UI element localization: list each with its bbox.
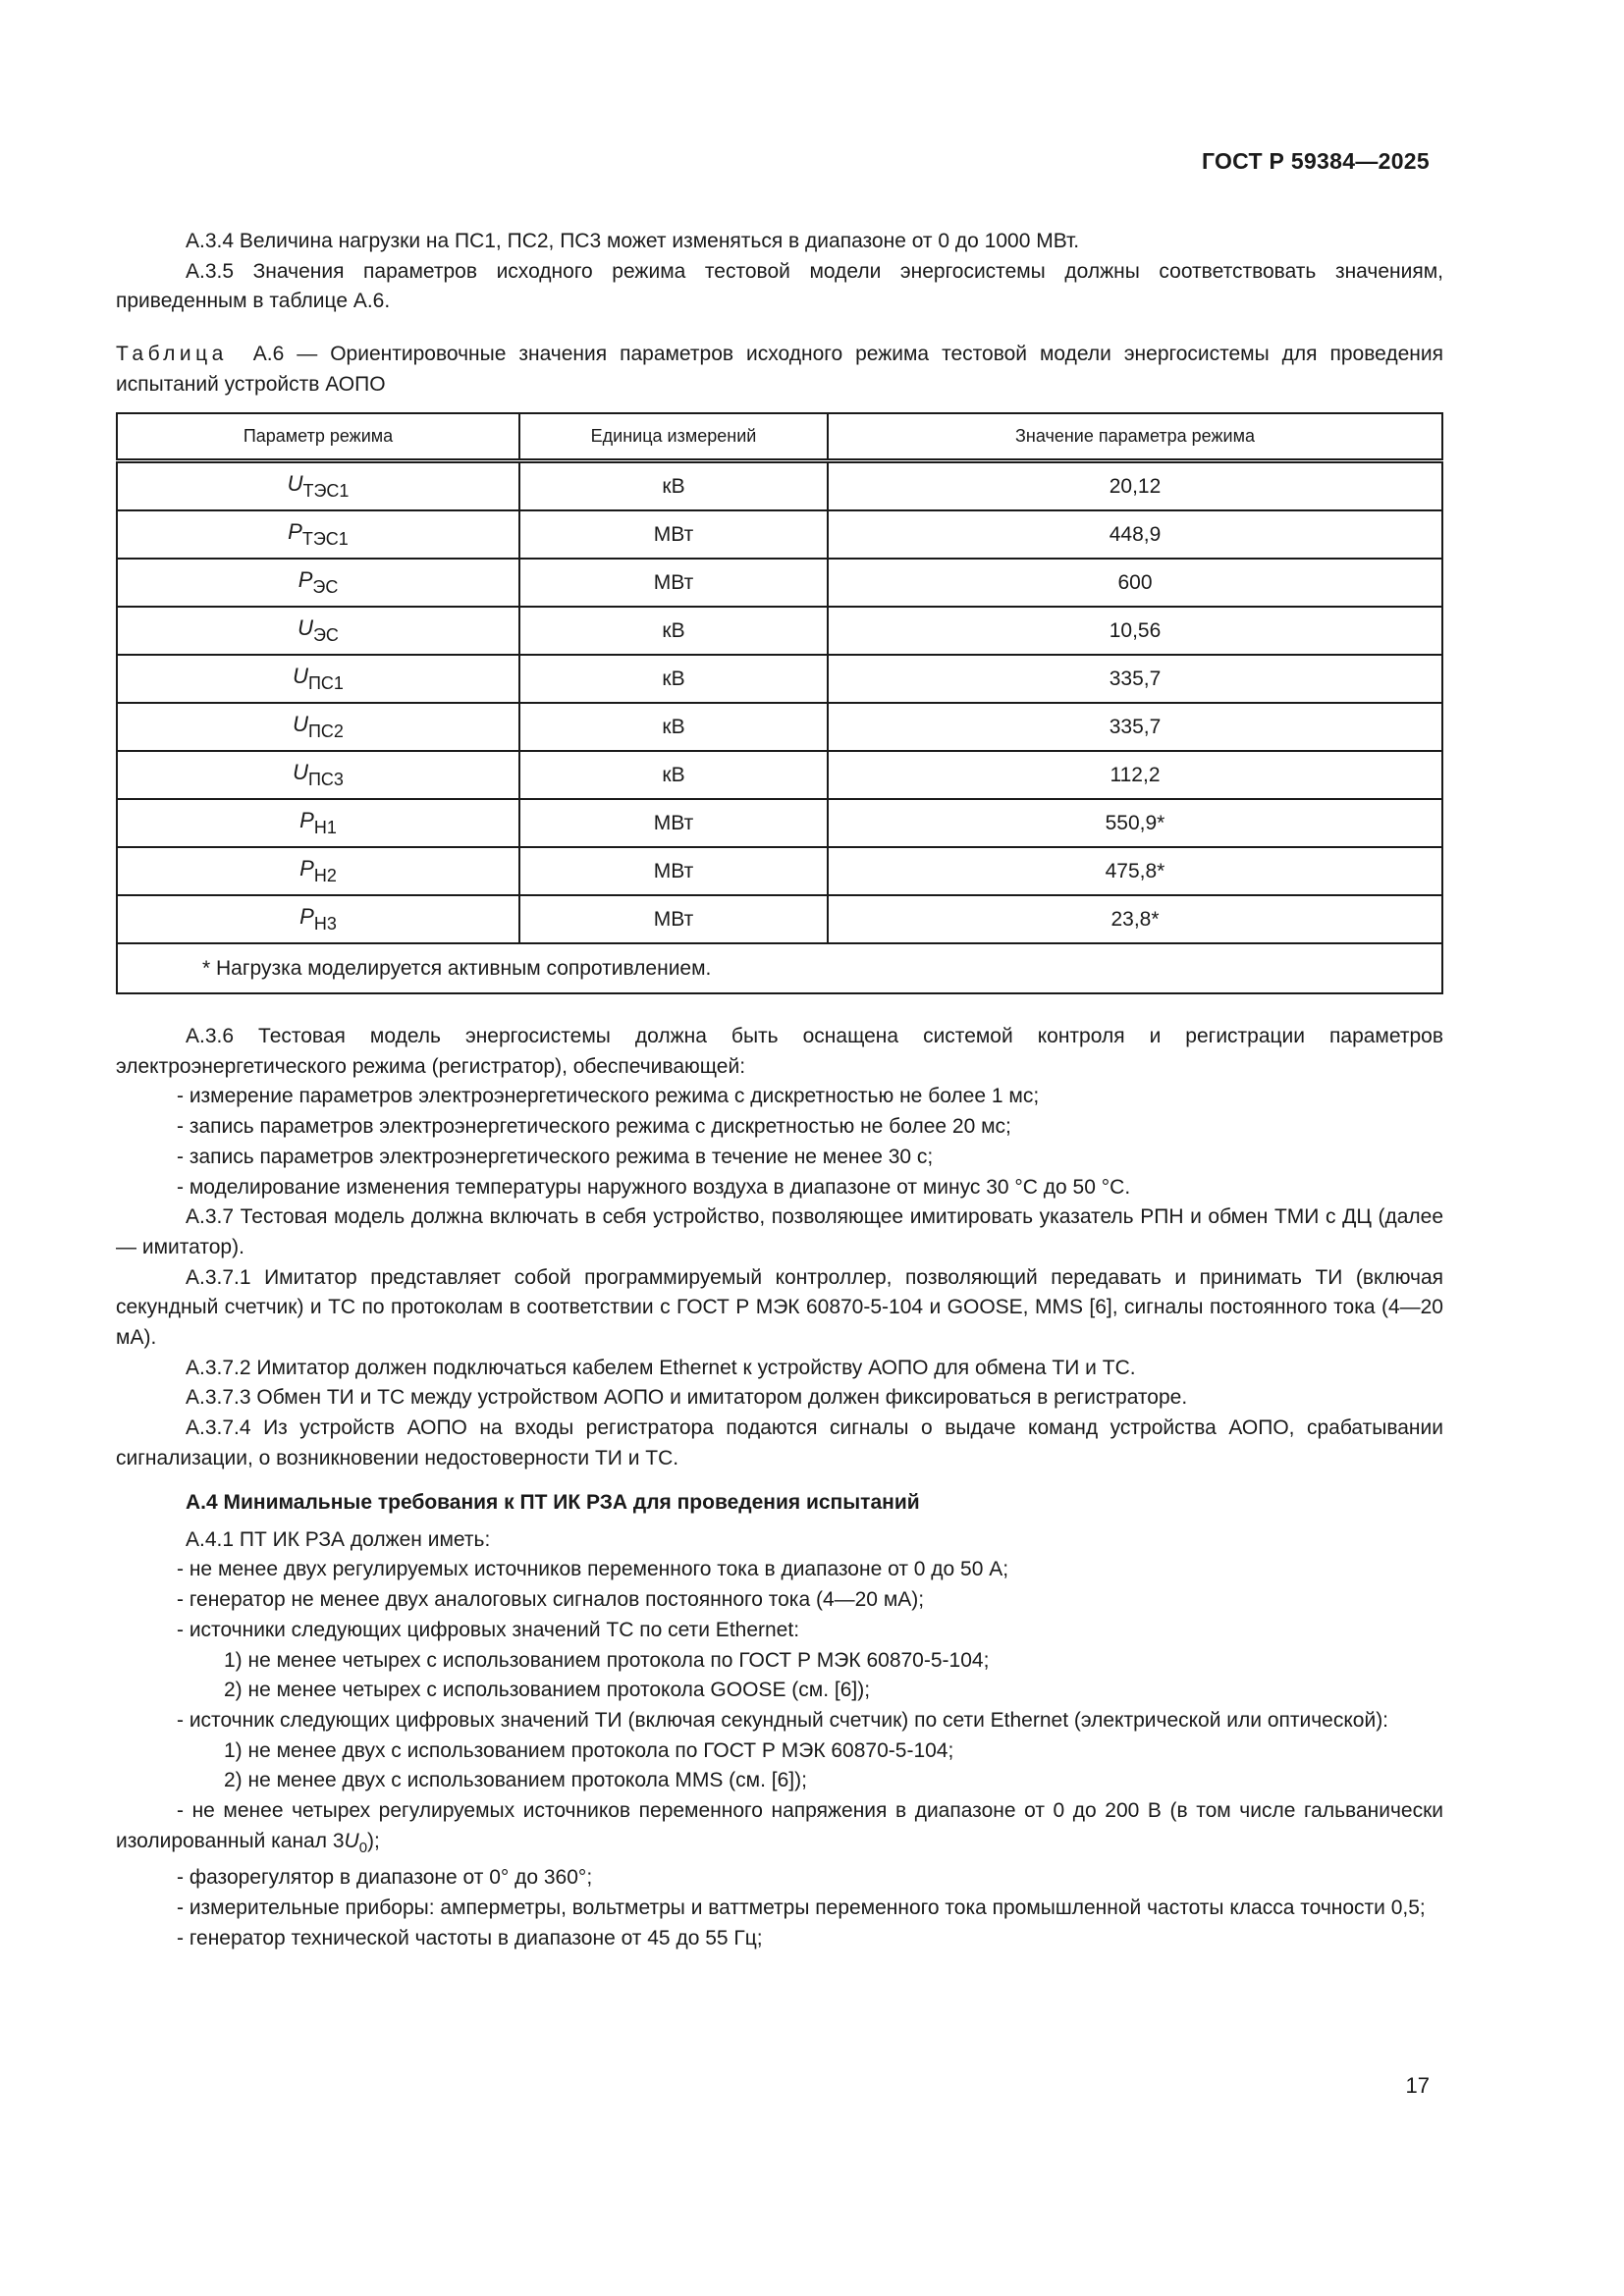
column-header-unit: Единица измерений	[519, 413, 828, 461]
parameter-cell: $U_{ПС2}$	[117, 703, 519, 751]
value-cell: 20,12	[828, 461, 1442, 511]
unit-cell: МВт	[519, 847, 828, 895]
paragraph-a374: А.3.7.4 Из устройств АОПО на входы регистратора подаются сигналы о выдаче команд устройства АОПО, срабатывании сигнализации, о возникновении недостоверности ТИ и ТС.	[116, 1416, 1443, 1469]
unit-cell: МВт	[519, 559, 828, 607]
table-row	[117, 510, 1442, 559]
table-row	[117, 559, 1442, 607]
list-subitem: 1) не менее четырех с использованием протокола по ГОСТ Р МЭК 60870-5-104;	[224, 1648, 990, 1672]
list-item: - не менее двух регулируемых источников переменного тока в диапазоне от 0 до 50 А;	[177, 1558, 1009, 1581]
paragraph-a37: А.3.7 Тестовая модель должна включать в себя устройство, позволяющее имитировать указатель РПН и обмен ТМИ с ДЦ (далее — имитатор).	[116, 1205, 1443, 1258]
column-header-parameter: Параметр режима	[117, 413, 519, 461]
list-item: - моделирование изменения температуры наружного воздуха в диапазоне от минус 30 °С до 50 °С.	[177, 1175, 1131, 1199]
parameter-cell: $U_{ЭС}$	[117, 607, 519, 655]
list-item: - запись параметров электроэнергетического режима с дискретностью не более 20 мс;	[177, 1115, 1011, 1139]
table-row	[117, 655, 1442, 703]
list-item: - источники следующих цифровых значений ТС по сети Ethernet:	[177, 1618, 800, 1641]
column-header-value: Значение параметра режима	[828, 413, 1442, 461]
parameter-cell: $U_{ПС1}$	[117, 655, 519, 703]
unit-cell: кВ	[519, 655, 828, 703]
paragraphs-top	[116, 227, 1443, 317]
table-row	[117, 703, 1442, 751]
unit-cell: МВт	[519, 895, 828, 943]
paragraph-a372: А.3.7.2 Имитатор должен подключаться кабелем Ethernet к устройству АОПО для обмена ТИ и ТС.	[186, 1356, 1136, 1379]
list-item: - запись параметров электроэнергетического режима в течение не менее 30 с;	[177, 1145, 934, 1168]
section-heading-a4: А.4 Минимальные требования к ПТ ИК РЗА для проведения испытаний	[186, 1491, 920, 1514]
value-cell: 23,8*	[828, 895, 1442, 943]
table-caption-label: Таблица	[116, 343, 228, 365]
value-cell: 448,9	[828, 510, 1442, 559]
table-row	[117, 799, 1442, 847]
paragraph-a34: А.3.4 Величина нагрузки на ПС1, ПС2, ПС3 может изменяться в диапазоне от 0 до 1000 МВт.	[186, 230, 1080, 252]
list-item: - источник следующих цифровых значений ТИ (включая секундный счетчик) по сети Ethernet (электрической или оптической):	[177, 1708, 1389, 1732]
table-row	[117, 607, 1442, 655]
document-standard-id: ГОСТ Р 59384—2025	[1201, 148, 1430, 174]
unit-cell: кВ	[519, 607, 828, 655]
section-a36-a37	[116, 1022, 1443, 1474]
parameter-cell: $P_{Н2}$	[117, 847, 519, 895]
parameter-cell: $P_{ЭС}$	[117, 559, 519, 607]
parameters-table	[116, 412, 1443, 994]
paragraph-a36: А.3.6 Тестовая модель энергосистемы должна быть оснащена системой контроля и регистрации параметров электроэнергетического режима (регистратор), обеспечивающей:	[116, 1025, 1443, 1078]
paragraph-a371: А.3.7.1 Имитатор представляет собой программируемый контроллер, позволяющий передавать и принимать ТИ (включая секундный счетчик) и ТС по протоколам в соответствии с ГОСТ Р МЭК 60870-5-104 и GOOSE, MMS [6], сигналы постоянного тока (4—20 мА).	[116, 1265, 1443, 1350]
value-cell: 112,2	[828, 751, 1442, 799]
value-cell: 335,7	[828, 703, 1442, 751]
paragraph-a35: А.3.5 Значения параметров исходного режима тестовой модели энергосистемы должны соответствовать значениям, приведенным в таблице А.6.	[116, 259, 1443, 313]
parameter-cell: $P_{Н3}$	[117, 895, 519, 943]
list-item: - не менее четырех регулируемых источников переменного напряжения в диапазоне от 0 до 200 В (в том числе гальванически изолированный канал $3U_0$);	[116, 1799, 1443, 1856]
page-number: 17	[1405, 2073, 1430, 2098]
table-footnote-row	[117, 943, 1442, 993]
unit-cell: МВт	[519, 799, 828, 847]
paragraph-a373: А.3.7.3 Обмен ТИ и ТС между устройством АОПО и имитатором должен фиксироваться в регистраторе.	[186, 1386, 1188, 1410]
list-item: - генератор не менее двух аналоговых сигналов постоянного тока (4—20 мА);	[177, 1588, 925, 1612]
list-item: - фазорегулятор в диапазоне от 0° до 360°;	[177, 1866, 593, 1890]
value-cell: 550,9*	[828, 799, 1442, 847]
value-cell: 475,8*	[828, 847, 1442, 895]
list-subitem: 1) не менее двух с использованием протокола по ГОСТ Р МЭК 60870-5-104;	[224, 1738, 954, 1762]
parameter-cell: $P_{Н1}$	[117, 799, 519, 847]
table-row	[117, 461, 1442, 511]
table-header-row	[117, 413, 1442, 461]
unit-cell: МВт	[519, 510, 828, 559]
list-item: - генератор технической частоты в диапазоне от 45 до 55 Гц;	[177, 1926, 763, 1949]
unit-cell: кВ	[519, 751, 828, 799]
parameter-cell: $U_{ПС3}$	[117, 751, 519, 799]
list-subitem: 2) не менее четырех с использованием протокола GOOSE (см. [6]);	[224, 1679, 871, 1702]
parameter-cell: $P_{ТЭС1}$	[117, 510, 519, 559]
table-row	[117, 751, 1442, 799]
list-subitem: 2) не менее двух с использованием протокола MMS (см. [6]);	[224, 1769, 807, 1792]
paragraph-a41: А.4.1 ПТ ИК РЗА должен иметь:	[186, 1527, 491, 1551]
table-footnote: * Нагрузка моделируется активным сопротивлением.	[117, 943, 1442, 993]
list-item: - измерение параметров электроэнергетического режима с дискретностью не более 1 мс;	[177, 1085, 1040, 1108]
unit-cell: кВ	[519, 703, 828, 751]
value-cell: 335,7	[828, 655, 1442, 703]
parameter-cell: $U_{ТЭС1}$	[117, 461, 519, 511]
section-a4	[116, 1488, 1443, 1954]
value-cell: 10,56	[828, 607, 1442, 655]
value-cell: 600	[828, 559, 1442, 607]
table-caption-text: А.6 — Ориентировочные значения параметров исходного режима тестовой модели энергосистемы для проведения испытаний устройств АОПО	[116, 343, 1443, 396]
table-caption	[116, 340, 1443, 400]
list-item: - измерительные приборы: амперметры, вольтметры и ваттметры переменного тока промышленной частоты класса точности 0,5;	[177, 1896, 1426, 1920]
table-row	[117, 895, 1442, 943]
unit-cell: кВ	[519, 461, 828, 511]
table-row	[117, 847, 1442, 895]
